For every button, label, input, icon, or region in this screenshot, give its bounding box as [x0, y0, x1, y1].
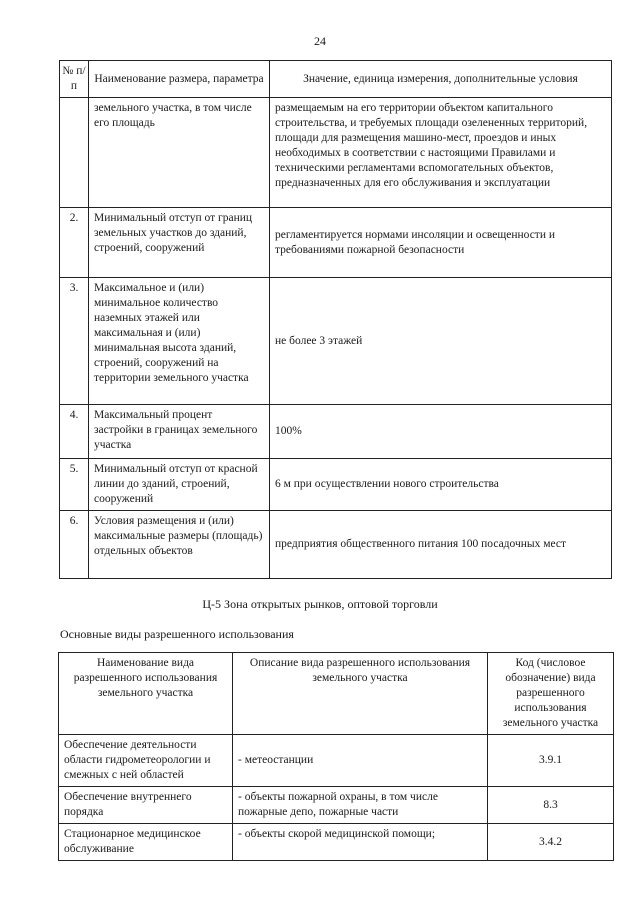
row-parameter-name: Условия размещения и (или) максимальные размеры (площадь) отдельных объектов [89, 511, 270, 579]
row-number [60, 98, 89, 208]
table-header-row [60, 61, 612, 98]
row-parameter-name: Минимальный отступ от границ земельных участков до зданий, строений, сооружений [89, 208, 270, 278]
parameters-table [59, 60, 612, 579]
row-value: предприятия общественного питания 100 посадочных мест [270, 511, 612, 579]
header-number: № п/п [60, 61, 89, 98]
use-name: Стационарное медицинское обслуживание [59, 824, 233, 861]
header-value: Значение, единица измерения, дополнительные условия [270, 61, 612, 98]
subsection-title: Основные виды разрешенного использования [60, 627, 294, 641]
use-name: Обеспечение деятельности области гидрометеорологии и смежных с ней областей [59, 735, 233, 787]
row-parameter-name: Максимальное и (или) минимальное количество наземных этажей или максимальная и (или) минимальная высота зданий, строений, сооружений на территории земельного участка [89, 278, 270, 405]
table-row [60, 405, 612, 459]
permitted-uses-table [58, 652, 614, 861]
use-code: 3.9.1 [488, 735, 614, 787]
table-header-row [59, 653, 614, 735]
table-row [60, 459, 612, 511]
header-use-description: Описание вида разрешенного использования земельного участка [233, 653, 488, 735]
row-number: 6. [60, 511, 89, 579]
row-number: 4. [60, 405, 89, 459]
use-code: 8.3 [488, 787, 614, 824]
row-parameter-name: земельного участка, в том числе его площадь [89, 98, 270, 208]
table-row [59, 735, 614, 787]
table-row [59, 787, 614, 824]
section-title: Ц-5 Зона открытых рынков, оптовой торговли [202, 597, 438, 611]
header-parameter-name: Наименование размера, параметра [89, 61, 270, 98]
table-row [60, 278, 612, 405]
table-row [60, 208, 612, 278]
table-row [60, 98, 612, 208]
row-value: 6 м при осуществлении нового строительства [270, 459, 612, 511]
header-use-code: Код (числовое обозначение) вида разрешенного использования земельного участка [488, 653, 614, 735]
row-number: 5. [60, 459, 89, 511]
row-parameter-name: Минимальный отступ от красной линии до зданий, строений, сооружений [89, 459, 270, 511]
use-name: Обеспечение внутреннего порядка [59, 787, 233, 824]
row-parameter-name: Максимальный процент застройки в границах земельного участка [89, 405, 270, 459]
row-value: регламентируется нормами инсоляции и освещенности и требованиями пожарной безопасности [270, 208, 612, 278]
page-number: 24 [314, 34, 326, 48]
table-row [59, 824, 614, 861]
row-number: 3. [60, 278, 89, 405]
use-description: - метеостанции [233, 735, 488, 787]
use-description: - объекты скорой медицинской помощи; [233, 824, 488, 861]
use-code: 3.4.2 [488, 824, 614, 861]
row-number: 2. [60, 208, 89, 278]
use-description: - объекты пожарной охраны, в том числе пожарные депо, пожарные части [233, 787, 488, 824]
row-value: не более 3 этажей [270, 278, 612, 405]
header-use-name: Наименование вида разрешенного использования земельного участка [59, 653, 233, 735]
row-value: 100% [270, 405, 612, 459]
table-row [60, 511, 612, 579]
row-value: размещаемым на его территории объектом капитального строительства, и требуемых площади озелененных территорий, площади для размещения машино-мест, проездов и иных необходимых в соответствии с настоящими Правилами и техническими регламентами вспомогательных объектов, предназначенных для его обслуживания и эксплуатации [270, 98, 612, 208]
